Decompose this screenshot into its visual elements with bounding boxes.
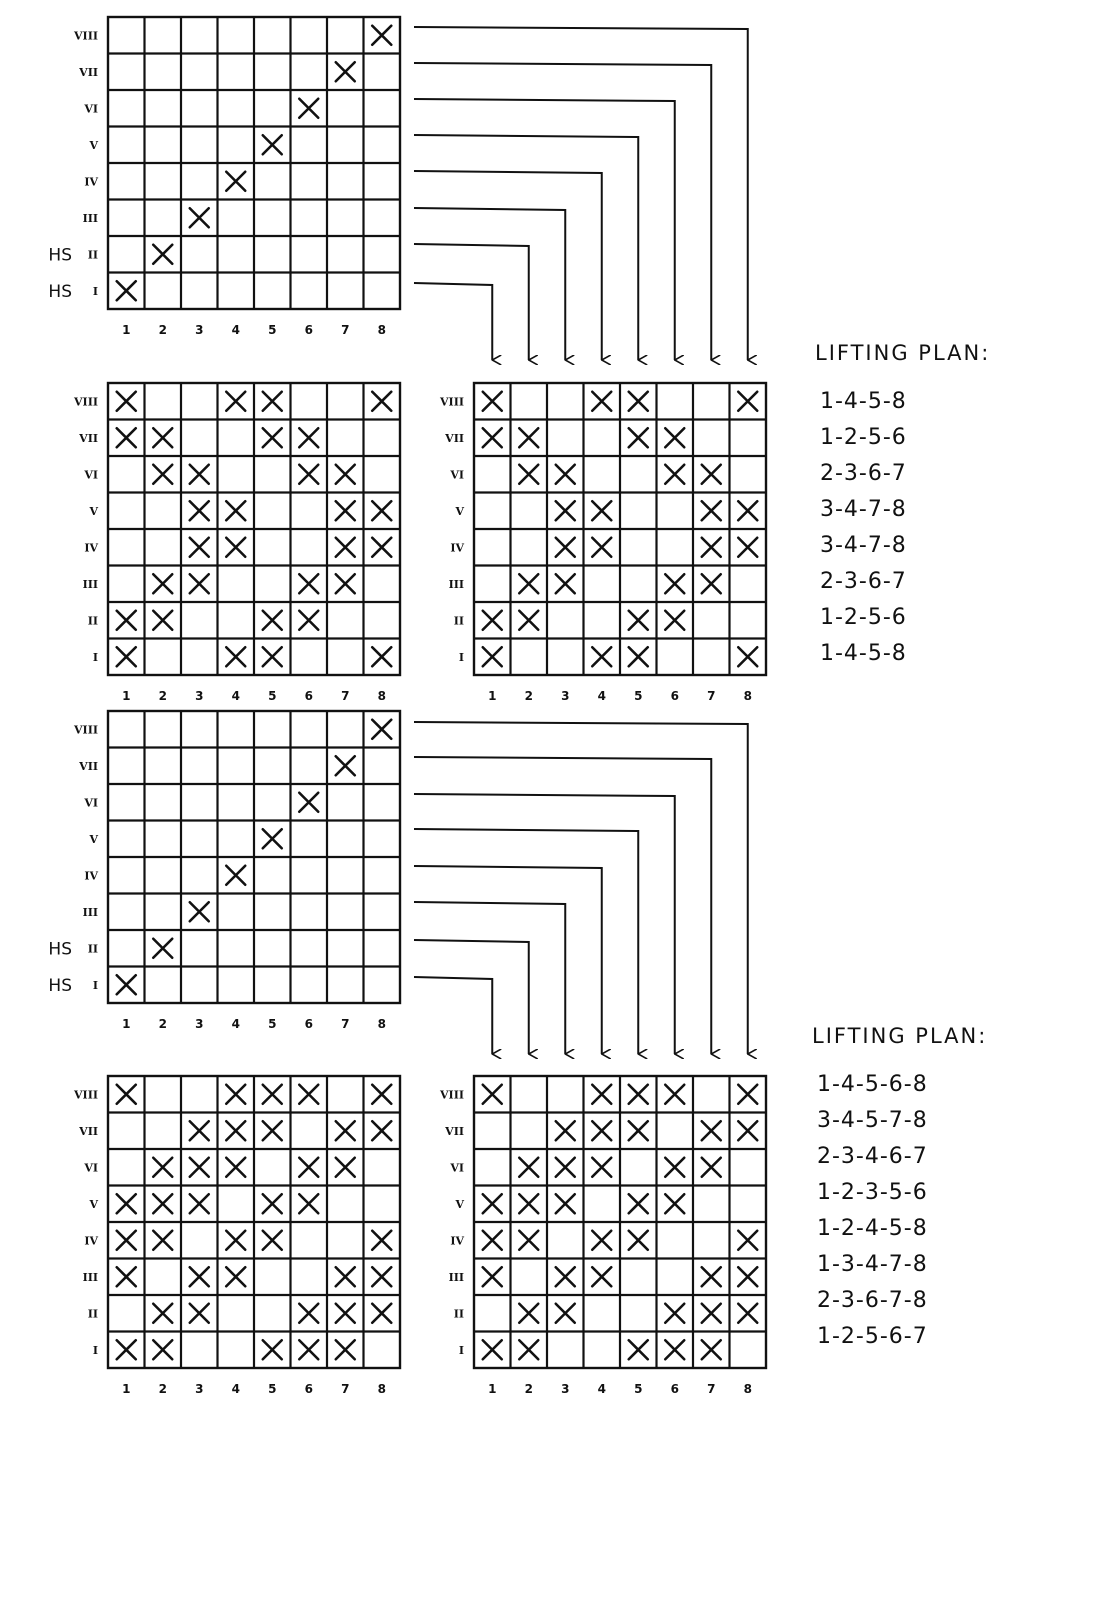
column-label: 6 [670, 689, 679, 703]
tieup-mark [153, 1231, 172, 1250]
column-label: 6 [304, 689, 313, 703]
column-label: 3 [561, 1382, 570, 1396]
tieup-mark [665, 1340, 684, 1359]
column-label: 4 [231, 1382, 240, 1396]
tieup-mark [263, 1121, 282, 1140]
tieup-mark [190, 1158, 209, 1177]
draft-arrow [414, 977, 492, 1054]
column-label: 5 [268, 323, 277, 337]
tieup-mark [556, 538, 575, 557]
shaft-row-label: V [89, 504, 98, 518]
tieup-mark [702, 465, 721, 484]
column-label: 1 [122, 323, 131, 337]
draft-arrow [414, 244, 529, 360]
column-label: 8 [377, 323, 386, 337]
tieup-mark [738, 1085, 757, 1104]
shaft-row-label: VIII [74, 395, 98, 409]
tieup-mark [226, 538, 245, 557]
threading-mark [190, 902, 209, 921]
lifting-plan-row: 1-4-5-8 [820, 641, 907, 666]
tieup-mark [153, 1194, 172, 1213]
tieup-mark [153, 574, 172, 593]
tieup-mark [226, 1085, 245, 1104]
tieup-mark [336, 574, 355, 593]
shaft-row-label: VIII [74, 723, 98, 737]
tieup-mark [117, 392, 136, 411]
column-label: 7 [341, 689, 350, 703]
shaft-row-label: IV [84, 541, 98, 555]
tieup-mark [299, 1158, 318, 1177]
tieup-mark [556, 1158, 575, 1177]
draft-arrow [414, 283, 492, 360]
tieup-grid-copy [474, 1076, 766, 1368]
column-label: 2 [158, 323, 167, 337]
lifting-plan-heading: LIFTING PLAN: [815, 341, 991, 365]
tieup-mark [117, 1194, 136, 1213]
tieup-mark [299, 1340, 318, 1359]
shaft-row-label: IV [84, 1234, 98, 1248]
lifting-plan-row: 1-4-5-8 [820, 389, 907, 414]
column-label: 8 [377, 1017, 386, 1031]
tieup-mark [738, 538, 757, 557]
shaft-row-label: VIII [440, 395, 464, 409]
tieup-mark [336, 538, 355, 557]
lifting-plan-row: 1-2-5-6 [820, 425, 907, 450]
tieup-mark [519, 1340, 538, 1359]
shaft-row-label: VII [79, 1124, 98, 1138]
threading-mark [226, 866, 245, 885]
threading-mark [153, 245, 172, 264]
tieup-mark [153, 428, 172, 447]
tieup-mark [117, 611, 136, 630]
tieup-mark [629, 1340, 648, 1359]
tieup-mark [702, 1304, 721, 1323]
column-label: 1 [122, 1017, 131, 1031]
tieup-mark [299, 611, 318, 630]
tieup-mark [738, 392, 757, 411]
tieup-mark [299, 428, 318, 447]
shaft-row-label: I [92, 650, 98, 664]
threading-mark [299, 99, 318, 118]
column-label: 3 [561, 689, 570, 703]
tieup-mark [226, 1267, 245, 1286]
tieup-mark [665, 1158, 684, 1177]
tieup-mark [153, 611, 172, 630]
tieup-grid-copy [474, 383, 766, 675]
shaft-row-label: VII [79, 759, 98, 773]
tieup-grid [108, 1076, 400, 1368]
tieup-mark [336, 1267, 355, 1286]
tieup-mark [336, 1304, 355, 1323]
tieup-mark [556, 1304, 575, 1323]
tieup-mark [372, 647, 391, 666]
column-label: 8 [743, 1382, 752, 1396]
tieup-mark [372, 1231, 391, 1250]
tieup-mark [556, 465, 575, 484]
tieup-mark [519, 1231, 538, 1250]
tieup-mark [372, 392, 391, 411]
tieup-mark [190, 1121, 209, 1140]
tieup-mark [153, 1304, 172, 1323]
tieup-mark [336, 1158, 355, 1177]
tieup-mark [629, 1085, 648, 1104]
draft-arrow [414, 99, 675, 360]
shaft-row-label: VI [84, 796, 98, 810]
tieup-mark [592, 1158, 611, 1177]
shaft-row-label: II [87, 248, 98, 262]
tieup-mark [299, 1085, 318, 1104]
tieup-mark [299, 574, 318, 593]
tieup-mark [153, 1340, 172, 1359]
shaft-row-label: VIII [440, 1088, 464, 1102]
shaft-row-label: III [448, 1270, 464, 1284]
tieup-mark [592, 647, 611, 666]
tieup-mark [483, 428, 502, 447]
tieup-mark [592, 1267, 611, 1286]
tieup-mark [702, 538, 721, 557]
shaft-row-label: III [82, 905, 98, 919]
draft-arrow [414, 866, 602, 1054]
tieup-mark [226, 1231, 245, 1250]
tieup-mark [592, 538, 611, 557]
tieup-mark [190, 1267, 209, 1286]
tieup-mark [117, 428, 136, 447]
shaft-row-label: VII [445, 1124, 464, 1138]
column-label: 7 [341, 1382, 350, 1396]
tieup-mark [519, 1194, 538, 1213]
tieup-mark [665, 611, 684, 630]
tieup-mark [629, 1194, 648, 1213]
lifting-plan-row: 1-2-3-5-6 [817, 1180, 928, 1205]
draft-arrow [414, 27, 748, 360]
tieup-mark [483, 611, 502, 630]
tieup-mark [592, 1085, 611, 1104]
threading-mark [299, 793, 318, 812]
draft-arrow [414, 757, 711, 1054]
tieup-mark [117, 647, 136, 666]
tieup-grid [108, 383, 400, 675]
tieup-mark [117, 1231, 136, 1250]
column-label: 5 [634, 689, 643, 703]
tieup-mark [702, 1340, 721, 1359]
draft-arrow [414, 135, 638, 360]
shaft-row-label: V [89, 138, 98, 152]
tieup-mark [299, 1304, 318, 1323]
column-label: 4 [231, 1017, 240, 1031]
lifting-plan-row: 2-3-6-7 [820, 461, 907, 486]
tieup-mark [738, 501, 757, 520]
tieup-mark [263, 1194, 282, 1213]
shaft-row-label: I [92, 1343, 98, 1357]
shaft-row-label: IV [450, 541, 464, 555]
column-label: 1 [122, 1382, 131, 1396]
tieup-mark [190, 501, 209, 520]
column-label: 6 [304, 323, 313, 337]
threading-mark [117, 975, 136, 994]
tieup-mark [738, 1231, 757, 1250]
tieup-mark [519, 574, 538, 593]
threading-mark [117, 281, 136, 300]
shaft-row-label: VI [84, 1161, 98, 1175]
tieup-mark [629, 428, 648, 447]
shaft-row-label: I [458, 650, 464, 664]
threading-mark [153, 939, 172, 958]
lifting-plan-row: 1-2-4-5-8 [817, 1216, 928, 1241]
hs-label: HS [48, 939, 72, 960]
shaft-row-label: VIII [74, 1088, 98, 1102]
threading-mark [226, 172, 245, 191]
shaft-row-label: I [92, 978, 98, 992]
threading-mark [263, 829, 282, 848]
hs-label: HS [48, 245, 72, 266]
shaft-row-label: VIII [74, 29, 98, 43]
column-label: 4 [231, 689, 240, 703]
tieup-mark [556, 1121, 575, 1140]
column-label: 6 [304, 1382, 313, 1396]
lifting-plan-row: 1-2-5-6-7 [817, 1324, 928, 1349]
tieup-mark [483, 1231, 502, 1250]
threading-grid [108, 711, 400, 1003]
lifting-plan-row: 1-2-5-6 [820, 605, 907, 630]
tieup-mark [665, 1194, 684, 1213]
tieup-mark [372, 501, 391, 520]
column-label: 2 [524, 689, 533, 703]
shaft-row-label: VI [84, 102, 98, 116]
tieup-mark [665, 1085, 684, 1104]
tieup-mark [483, 1085, 502, 1104]
tieup-mark [665, 1304, 684, 1323]
threading-mark [372, 720, 391, 739]
lifting-plan-row: 3-4-7-8 [820, 497, 907, 522]
tieup-mark [263, 1340, 282, 1359]
draft-arrow [414, 940, 529, 1054]
tieup-mark [190, 465, 209, 484]
tieup-mark [372, 1121, 391, 1140]
column-label: 2 [158, 1382, 167, 1396]
tieup-mark [592, 1121, 611, 1140]
lifting-plan-row: 1-3-4-7-8 [817, 1252, 928, 1277]
tieup-mark [483, 1194, 502, 1213]
shaft-row-label: II [453, 614, 464, 628]
shaft-row-label: IV [450, 1234, 464, 1248]
tieup-mark [738, 1121, 757, 1140]
shaft-row-label: VI [450, 1161, 464, 1175]
tieup-mark [190, 1194, 209, 1213]
tieup-mark [519, 428, 538, 447]
shaft-row-label: IV [84, 869, 98, 883]
tieup-mark [372, 1085, 391, 1104]
tieup-mark [336, 1340, 355, 1359]
shaft-row-label: VII [79, 431, 98, 445]
tieup-mark [117, 1085, 136, 1104]
tieup-mark [117, 1340, 136, 1359]
tieup-mark [483, 1340, 502, 1359]
column-label: 3 [195, 1017, 204, 1031]
shaft-row-label: II [87, 614, 98, 628]
tieup-mark [738, 647, 757, 666]
column-label: 2 [524, 1382, 533, 1396]
tieup-mark [299, 1194, 318, 1213]
tieup-mark [372, 1304, 391, 1323]
draft-arrow [414, 722, 748, 1054]
tieup-mark [556, 574, 575, 593]
tieup-mark [153, 465, 172, 484]
tieup-mark [190, 538, 209, 557]
column-label: 8 [743, 689, 752, 703]
tieup-mark [592, 1231, 611, 1250]
column-label: 2 [158, 1017, 167, 1031]
tieup-mark [629, 1231, 648, 1250]
tieup-mark [483, 1267, 502, 1286]
lifting-plan-row: 2-3-6-7 [820, 569, 907, 594]
shaft-row-label: V [89, 1197, 98, 1211]
shaft-row-label: I [458, 1343, 464, 1357]
tieup-mark [372, 538, 391, 557]
column-label: 7 [341, 1017, 350, 1031]
shaft-row-label: VII [79, 65, 98, 79]
column-label: 6 [304, 1017, 313, 1031]
draft-arrow [414, 171, 602, 360]
shaft-row-label: VI [450, 468, 464, 482]
threading-mark [336, 756, 355, 775]
tieup-mark [483, 647, 502, 666]
shaft-row-label: II [87, 1307, 98, 1321]
shaft-row-label: III [82, 577, 98, 591]
tieup-mark [702, 574, 721, 593]
tieup-mark [629, 647, 648, 666]
column-label: 7 [707, 689, 716, 703]
tieup-mark [519, 1304, 538, 1323]
tieup-mark [519, 1158, 538, 1177]
column-label: 8 [377, 1382, 386, 1396]
shaft-row-label: V [455, 1197, 464, 1211]
threading-mark [336, 62, 355, 81]
tieup-mark [556, 1267, 575, 1286]
tieup-mark [263, 428, 282, 447]
tieup-mark [226, 1158, 245, 1177]
tieup-mark [117, 1267, 136, 1286]
draft-arrow [414, 63, 711, 360]
shaft-row-label: IV [84, 175, 98, 189]
tieup-mark [738, 1267, 757, 1286]
shaft-row-label: VI [84, 468, 98, 482]
tieup-mark [629, 392, 648, 411]
hs-label: HS [48, 975, 72, 996]
tieup-mark [226, 1121, 245, 1140]
lifting-plan-heading: LIFTING PLAN: [812, 1024, 988, 1048]
tieup-mark [665, 465, 684, 484]
tieup-mark [226, 647, 245, 666]
tieup-mark [263, 1085, 282, 1104]
tieup-mark [226, 501, 245, 520]
shaft-row-label: III [448, 577, 464, 591]
column-label: 8 [377, 689, 386, 703]
tieup-mark [336, 501, 355, 520]
tieup-mark [665, 574, 684, 593]
column-label: 5 [268, 1382, 277, 1396]
tieup-mark [153, 1158, 172, 1177]
column-label: 2 [158, 689, 167, 703]
threading-mark [263, 135, 282, 154]
shaft-row-label: II [87, 942, 98, 956]
tieup-mark [592, 501, 611, 520]
tieup-mark [665, 428, 684, 447]
lifting-plan-row: 2-3-4-6-7 [817, 1144, 928, 1169]
lifting-plan-row: 2-3-6-7-8 [817, 1288, 928, 1313]
tieup-mark [263, 611, 282, 630]
tieup-mark [263, 1231, 282, 1250]
hs-label: HS [48, 281, 72, 302]
column-label: 4 [597, 689, 606, 703]
column-label: 3 [195, 689, 204, 703]
tieup-mark [336, 1121, 355, 1140]
tieup-mark [226, 392, 245, 411]
threading-mark [372, 26, 391, 45]
lifting-plan-row: 3-4-5-7-8 [817, 1108, 928, 1133]
tieup-mark [702, 501, 721, 520]
column-label: 4 [231, 323, 240, 337]
column-label: 7 [707, 1382, 716, 1396]
column-label: 5 [634, 1382, 643, 1396]
tieup-mark [702, 1267, 721, 1286]
tieup-mark [190, 574, 209, 593]
lifting-plan-row: 1-4-5-6-8 [817, 1072, 928, 1097]
tieup-mark [372, 1267, 391, 1286]
tieup-mark [556, 1194, 575, 1213]
tieup-mark [629, 1121, 648, 1140]
shaft-row-label: V [455, 504, 464, 518]
tieup-mark [702, 1121, 721, 1140]
column-label: 1 [488, 689, 497, 703]
threading-mark [190, 208, 209, 227]
threading-grid [108, 17, 400, 309]
column-label: 5 [268, 689, 277, 703]
shaft-row-label: V [89, 832, 98, 846]
shaft-row-label: VII [445, 431, 464, 445]
column-label: 3 [195, 323, 204, 337]
column-label: 1 [122, 689, 131, 703]
column-label: 7 [341, 323, 350, 337]
tieup-mark [336, 465, 355, 484]
tieup-mark [263, 647, 282, 666]
tieup-mark [556, 501, 575, 520]
lifting-plan-row: 3-4-7-8 [820, 533, 907, 558]
tieup-mark [519, 611, 538, 630]
shaft-row-label: I [92, 284, 98, 298]
shaft-row-label: II [453, 1307, 464, 1321]
tieup-mark [483, 392, 502, 411]
column-label: 1 [488, 1382, 497, 1396]
tieup-mark [592, 392, 611, 411]
column-label: 6 [670, 1382, 679, 1396]
tieup-mark [702, 1158, 721, 1177]
tieup-mark [519, 465, 538, 484]
column-label: 4 [597, 1382, 606, 1396]
tieup-mark [190, 1304, 209, 1323]
tieup-mark [263, 392, 282, 411]
shaft-row-label: III [82, 211, 98, 225]
tieup-mark [299, 465, 318, 484]
column-label: 5 [268, 1017, 277, 1031]
shaft-row-label: III [82, 1270, 98, 1284]
tieup-mark [629, 611, 648, 630]
draft-arrow [414, 794, 675, 1054]
column-label: 3 [195, 1382, 204, 1396]
tieup-mark [738, 1304, 757, 1323]
